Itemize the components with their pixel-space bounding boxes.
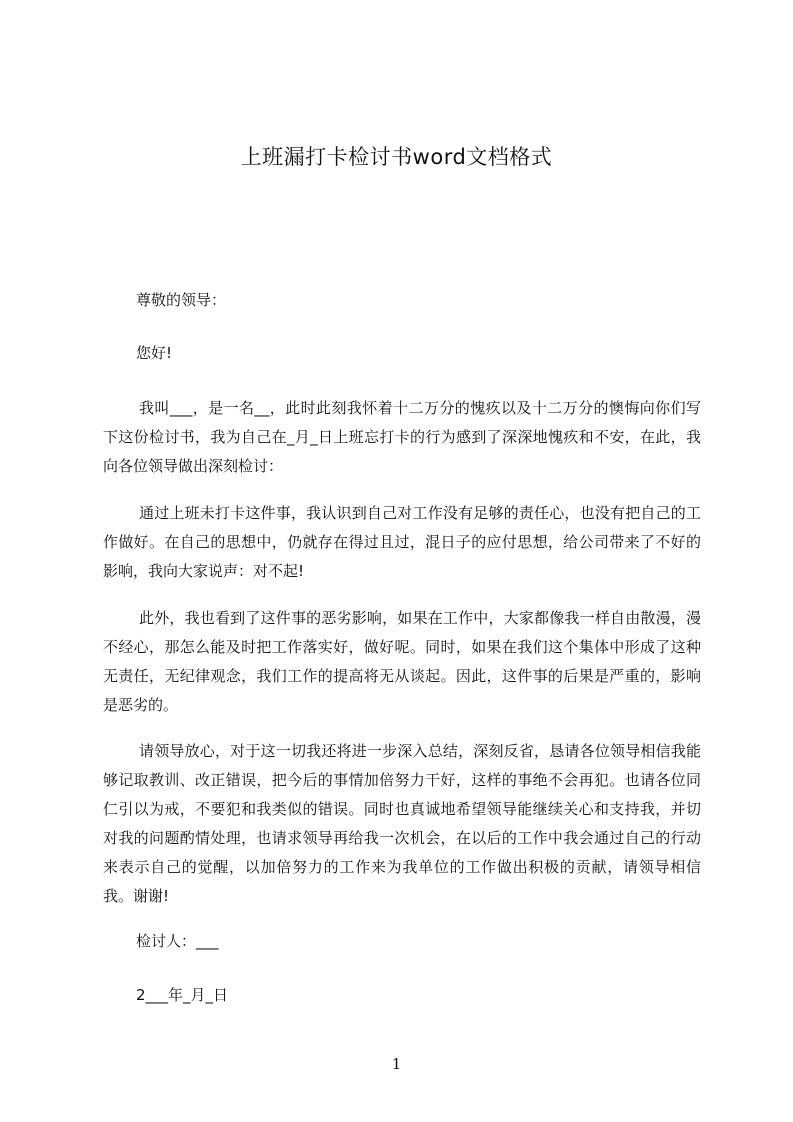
paragraph-1: 我叫___，是一名__，此时此刻我怀着十二万分的愧疚以及十二万分的懊悔向你们写下这份检讨书，我为自己在_月_日上班忘打卡的行为感到了深深地愧疚和不安，在此，我向各位领导做出深刻检讨： xyxy=(103,399,701,475)
salutation: 尊敬的领导： xyxy=(136,291,227,309)
paragraph-3: 此外，我也看到了这件事的恶劣影响，如果在工作中，大家都像我一样自由散漫，漫不经心，那怎么能及时把工作落实好，做好呢。同时，如果在我们这个集体中形成了这种无责任，无纪律观念，我们工作的提高将无从谈起。因此，这件事的后果是严重的，影响是恶劣的。 xyxy=(103,609,701,714)
signature-line: 检讨人：___ xyxy=(136,932,219,950)
document-title: 上班漏打卡检讨书word文档格式 xyxy=(240,145,553,169)
greeting: 您好! xyxy=(136,344,173,362)
page-number: 1 xyxy=(391,1055,402,1073)
paragraph-2: 通过上班未打卡这件事，我认识到自己对工作没有足够的责任心，也没有把自己的工作做好。在自己的思想中，仍就存在得过且过，混日子的应付思想，给公司带来了不好的影响，我向大家说声：对不起! xyxy=(103,504,701,580)
date-line: 2___年_月_日 xyxy=(136,986,229,1004)
paragraph-4: 请领导放心，对于这一切我还将进一步深入总结，深刻反省，恳请各位领导相信我能够记取教训、改正错误，把今后的事情加倍努力干好，这样的事绝不会再犯。也请各位同仁引以为戒，不要犯和我类似的错误。同时也真诚地希望领导能继续关心和支持我，并切对我的问题酌情处理，也请求领导再给我一次机会，在以后的工作中我会通过自己的行动来表示自己的觉醒，以加倍努力的工作来为我单位的工作做出积极的贡献，请领导相信我。谢谢! xyxy=(103,742,701,905)
